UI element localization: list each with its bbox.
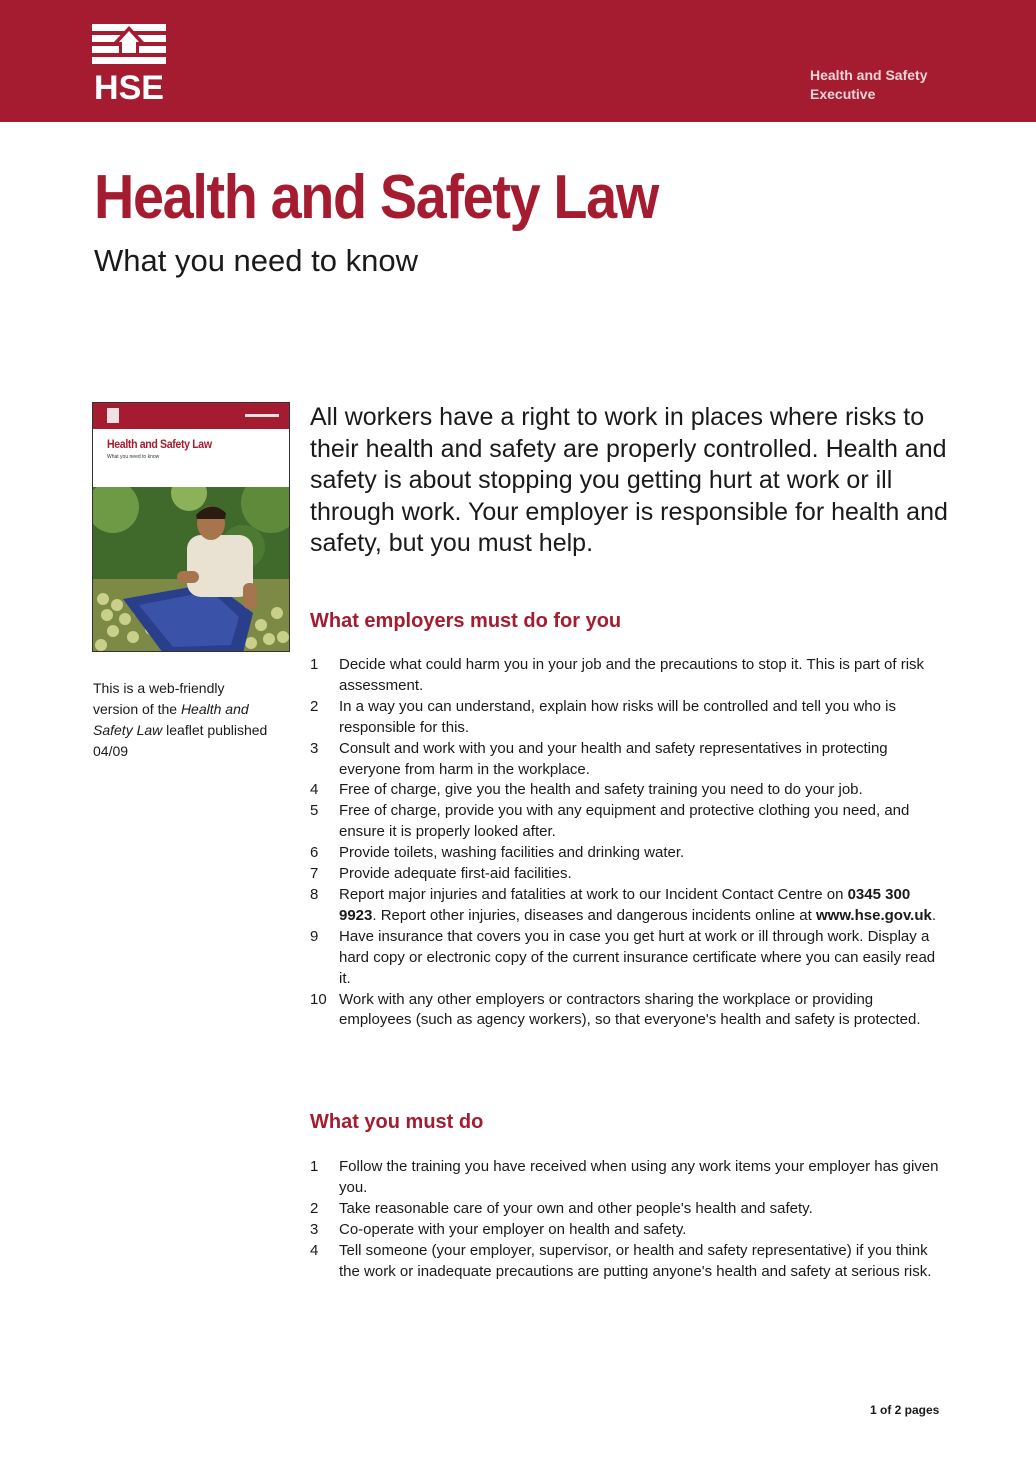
list-item bbox=[310, 655, 946, 697]
item-text: Free of charge, give you the health and safety training you need to do your job. bbox=[339, 781, 863, 799]
item-text: Tell someone (your employer, supervisor, or health and safety representative) if you think the work or inadequate precautions are putting anyone's health and safety at serious risk. bbox=[339, 1241, 932, 1280]
caption-text-end: leaflet published 04/09 bbox=[93, 722, 268, 759]
logo-text: HSE bbox=[94, 69, 164, 102]
item-text: Have insurance that covers you in case you get hurt at work or ill through work. Display a hard copy or electronic copy of the current insurance certificate where you can easily read it. bbox=[339, 927, 936, 987]
worker-photo-icon bbox=[93, 487, 289, 652]
leaflet-cover-thumbnail bbox=[92, 402, 290, 652]
item-text: Free of charge, provide you with any equipment and protective clothing you need, and ensure it is properly looked after. bbox=[339, 802, 910, 841]
incident-centre-phone: 0345 300 9923 bbox=[339, 885, 911, 924]
item-text: In a way you can understand, explain how risks will be controlled and tell you who is responsible for this. bbox=[339, 697, 896, 736]
list-item bbox=[310, 990, 946, 1032]
page-subtitle: What you need to know bbox=[94, 243, 418, 278]
org-name-line-2: Executive bbox=[810, 86, 876, 102]
page-title: Health and Safety Law bbox=[94, 163, 658, 232]
organisation-name bbox=[810, 66, 927, 104]
list-item bbox=[310, 1157, 946, 1199]
item-number: 9 bbox=[310, 927, 319, 945]
item-number: 1 bbox=[310, 656, 319, 673]
item-text bbox=[339, 885, 946, 927]
workers-section-heading: What you must do bbox=[310, 1111, 484, 1133]
item-number: 2 bbox=[310, 697, 319, 715]
item-text: Take reasonable care of your own and other people's health and safety. bbox=[339, 1199, 813, 1217]
list-item bbox=[310, 843, 946, 864]
item-number: 4 bbox=[310, 1241, 319, 1259]
hse-logo-icon bbox=[90, 22, 170, 102]
page-number: 1 of 2 pages bbox=[870, 1403, 940, 1417]
item-text: Provide adequate first-aid facilities. bbox=[339, 865, 572, 883]
list-item bbox=[310, 801, 946, 843]
intro-paragraph: All workers have a right to work in places where risks to their health and safety are properly controlled. Health and safety is about stopping you getting hurt at work or ill through work. Your employer is responsible for health and safety, but you must help. bbox=[310, 403, 948, 557]
thumbnail-logo-icon bbox=[107, 408, 119, 423]
employers-section-heading: What employers must do for you bbox=[310, 610, 622, 632]
thumbnail-org-mark bbox=[245, 414, 279, 417]
item-text: Work with any other employers or contractors sharing the workplace or providing employees (such as agency workers), so that everyone's health and safety is protected. bbox=[339, 990, 921, 1029]
thumbnail-title: Health and Safety Law bbox=[107, 437, 212, 451]
employers-duties-list bbox=[310, 655, 946, 1031]
org-name-line-1: Health and Safety bbox=[810, 67, 928, 83]
list-item bbox=[310, 927, 946, 990]
item-number: 6 bbox=[310, 844, 319, 862]
item-text: Co-operate with your employer on health and safety. bbox=[339, 1220, 687, 1238]
item-text-part: . bbox=[931, 906, 937, 924]
item-text: Provide toilets, washing facilities and drinking water. bbox=[339, 844, 685, 862]
item-number: 2 bbox=[310, 1199, 319, 1217]
item-text-part: . Report other injuries, diseases and dangerous incidents online at bbox=[372, 906, 816, 924]
item-number: 10 bbox=[310, 990, 327, 1008]
item-number: 1 bbox=[310, 1158, 319, 1175]
list-item bbox=[310, 697, 946, 739]
thumbnail-subtitle: What you need to know bbox=[107, 454, 160, 460]
item-text: Decide what could harm you in your job and the precautions to stop it. This is part of risk assessment. bbox=[339, 656, 925, 694]
list-item bbox=[310, 739, 946, 781]
caption-text-start: This is a web-friendly version of the bbox=[93, 680, 225, 717]
item-text-part: Report major injuries and fatalities at work to our Incident Contact Centre on bbox=[339, 885, 848, 903]
list-item bbox=[310, 1199, 946, 1220]
item-number: 4 bbox=[310, 781, 319, 799]
item-number: 8 bbox=[310, 885, 319, 903]
list-item bbox=[310, 1241, 946, 1283]
list-item bbox=[310, 780, 946, 801]
list-item bbox=[310, 864, 946, 885]
item-text: Consult and work with you and your health and safety representatives in protecting everyone from harm in the workplace. bbox=[339, 739, 888, 778]
workers-duties-list bbox=[310, 1157, 946, 1282]
list-item bbox=[310, 885, 946, 927]
hse-website-link[interactable]: www.hse.gov.uk bbox=[815, 906, 932, 924]
item-text: Follow the training you have received when using any work items your employer has given you. bbox=[339, 1158, 939, 1196]
item-number: 3 bbox=[310, 739, 319, 757]
item-number: 5 bbox=[310, 802, 319, 820]
web-version-caption bbox=[93, 678, 273, 762]
header-banner bbox=[0, 0, 1036, 122]
item-number: 7 bbox=[310, 865, 319, 883]
caption-leaflet-name: Health and Safety Law bbox=[93, 701, 249, 738]
list-item bbox=[310, 1220, 946, 1241]
item-number: 3 bbox=[310, 1220, 319, 1238]
